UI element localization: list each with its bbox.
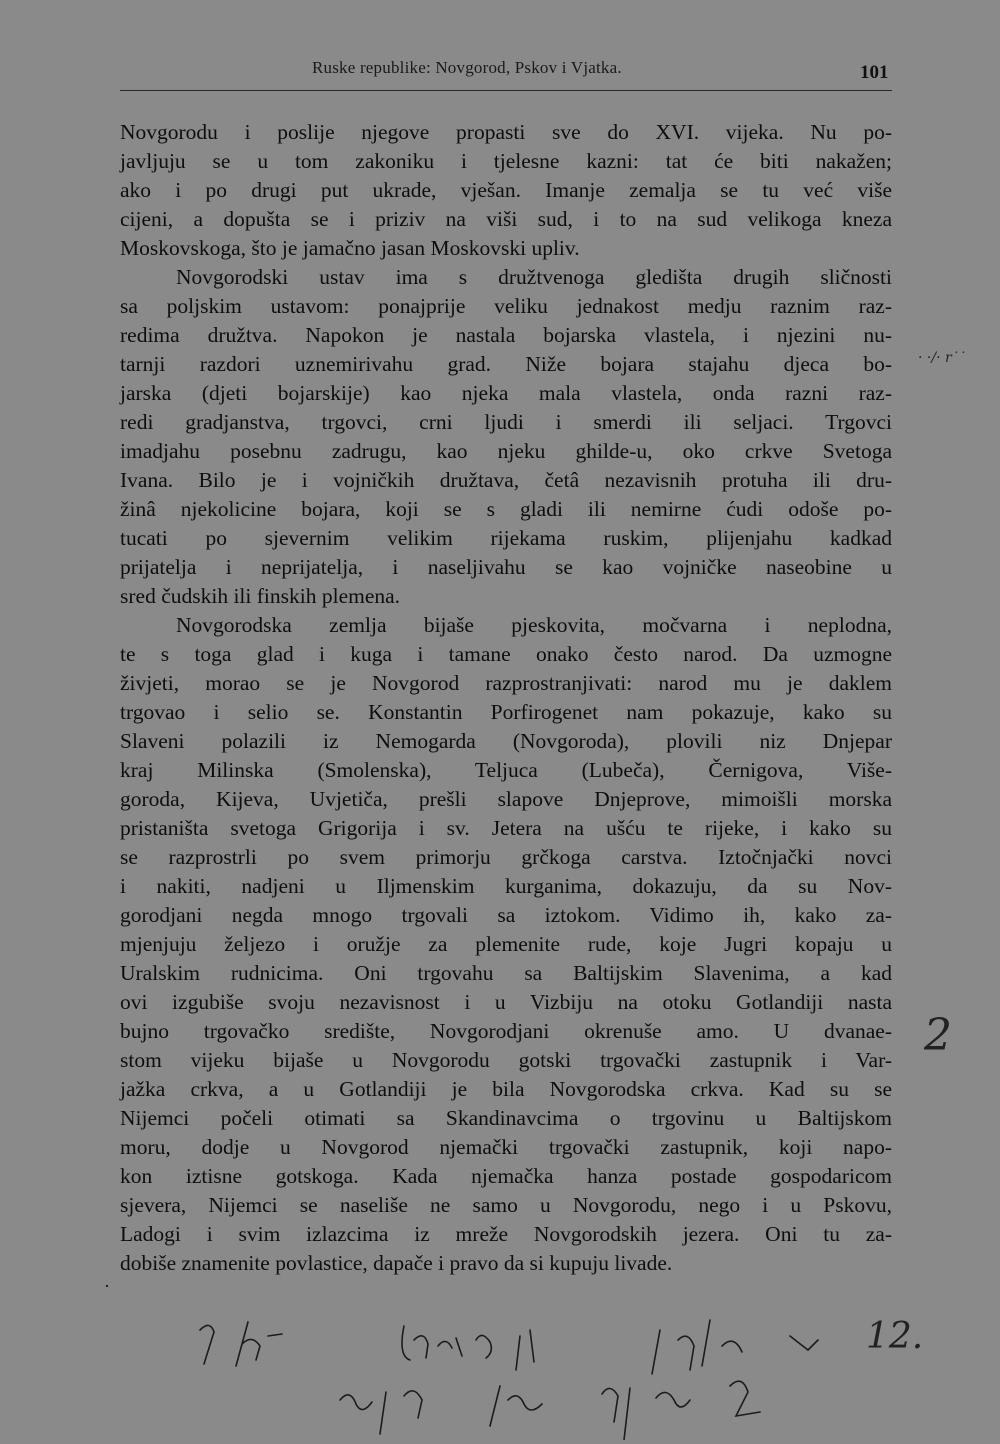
- handwritten-number: 12.: [866, 1316, 924, 1357]
- text-line: žinâ njekolicine bojara, koji se s gladi ili nemirne ćudi odoše po-: [120, 497, 892, 521]
- margin-note-scribble: · ·/· r˙˙: [918, 350, 966, 366]
- text-line: tucati po sjevernim velikim rijekama ruskim, plijenjahu kadkad: [120, 526, 892, 550]
- text-line: sjevera, Nijemci se naseliše ne samo u Novgorodu, nego i u Pskovu,: [120, 1193, 892, 1217]
- text-line: Moskovskoga, što je jamačno jasan Moskovski upliv.: [120, 236, 580, 260]
- text-line: Novgorodski ustav ima s družtvenoga gledišta drugih sličnosti: [176, 265, 892, 289]
- text-line: ovi izgubiše svoju nezavisnost i u Vizbiju na otoku Gotlandiji nasta: [120, 990, 892, 1014]
- text-line: i nakiti, nadjeni u Iljmenskim kurganima, dokazuju, da su Nov-: [120, 874, 892, 898]
- text-line: Ivana. Bilo je i vojničkih družtava, četâ nezavisnih protuha ili dru-: [120, 468, 892, 492]
- text-line: mjenjuju željezo i oružje za plemenite rude, koje Jugri kopaju u: [120, 932, 892, 956]
- body-text: [120, 118, 892, 1278]
- text-line: te s toga glad i kuga i tamane onako često narod. Da uzmogne: [120, 642, 892, 666]
- text-line: imadjahu posebnu zadrugu, kao njeku ghilde-u, oko crkve Svetoga: [120, 439, 892, 463]
- text-line: stom vijeku bijaše u Novgorodu gotski trgovački zastupnik i Var-: [120, 1048, 892, 1072]
- text-line: dobiše znamenite povlastice, dapače i pravo da si kupuju livade.: [120, 1251, 673, 1275]
- text-line: se razprostrli po svem primorju grčkoga carstva. Iztočnjački novci: [120, 845, 892, 869]
- text-line: redi gradjanstva, trgovci, crni ljudi i smerdi ili seljaci. Trgovci: [120, 410, 892, 434]
- text-line: sa poljskim ustavom: ponajprije veliku jednakost medju raznim raz-: [120, 294, 892, 318]
- text-line: Ladogi i svim izlazcima iz mreže Novgorodskih jezera. Oni tu za-: [120, 1222, 892, 1246]
- text-line: goroda, Kijeva, Uvjetiča, prešli slapove Dnjeprove, mimoišli morska: [120, 787, 892, 811]
- header-rule: [120, 90, 892, 91]
- page-number: 101: [860, 62, 889, 83]
- text-line: javljuju se u tom zakoniku i tjelesne kazni: tat će biti nakažen;: [120, 149, 892, 173]
- text-line: Uralskim rudnicima. Oni trgovahu sa Baltijskim Slavenima, a kad: [120, 961, 892, 985]
- handwritten-scrawl: [190, 1300, 950, 1440]
- text-line: kon iztisne gotskoga. Kada njemačka hanza postade gospodaricom: [120, 1164, 892, 1188]
- text-line: živjeti, morao se je Novgorod razprostranjivati: narod mu je daklem: [120, 671, 892, 695]
- text-line: jažka crkva, a u Gotlandiji je bila Novgorodska crkva. Kad su se: [120, 1077, 892, 1101]
- text-line: ako i po drugi put ukrade, vješan. Imanje zemalja se tu već više: [120, 178, 892, 202]
- text-line: gorodjani negda mnogo trgovali sa iztokom. Vidimo ih, kako za-: [120, 903, 892, 927]
- margin-dot: ·: [104, 1276, 110, 1296]
- text-line: prijatelja i neprijatelja, i naseljivahu se kao vojničke naseobine u: [120, 555, 892, 579]
- text-line: Novgorodska zemlja bijaše pjeskovita, močvarna i neplodna,: [176, 613, 892, 637]
- text-line: Slaveni polazili iz Nemogarda (Novgoroda), plovili niz Dnjepar: [120, 729, 892, 753]
- text-line: cijeni, a dopušta se i priziv na viši sud, i to na sud velikoga kneza: [120, 207, 892, 231]
- text-line: bujno trgovačko središte, Novgorodjani okrenuše amo. U dvanae-: [120, 1019, 892, 1043]
- margin-note-number: 2: [924, 1010, 952, 1061]
- text-line: moru, dodje u Novgorod njemački trgovački zastupnik, koji napo-: [120, 1135, 892, 1159]
- text-line: trgovao i selio se. Konstantin Porfirogenet nam pokazuje, kako su: [120, 700, 892, 724]
- running-title: Ruske republike: Novgorod, Pskov i Vjatka.: [312, 58, 622, 77]
- text-line: sred čudskih ili finskih plemena.: [120, 584, 401, 608]
- text-line: redima družtva. Napokon je nastala bojarska vlastela, i njezini nu-: [120, 323, 892, 347]
- text-line: pristaništa svetoga Grigorija i sv. Jetera na ušću te rijeke, i kako su: [120, 816, 892, 840]
- text-line: kraj Milinska (Smolenska), Teljuca (Lubeča), Černigova, Više-: [120, 758, 892, 782]
- text-line: jarska (djeti bojarskije) kao njeka mala vlastela, onda razni raz-: [120, 381, 892, 405]
- text-line: tarnji razdori uznemirivahu grad. Niže bojara stajahu djeca bo-: [120, 352, 892, 376]
- text-line: Nijemci počeli otimati sa Skandinavcima o trgovinu u Baltijskom: [120, 1106, 892, 1130]
- text-line: Novgorodu i poslije njegove propasti sve do XVI. vijeka. Nu po-: [120, 120, 892, 144]
